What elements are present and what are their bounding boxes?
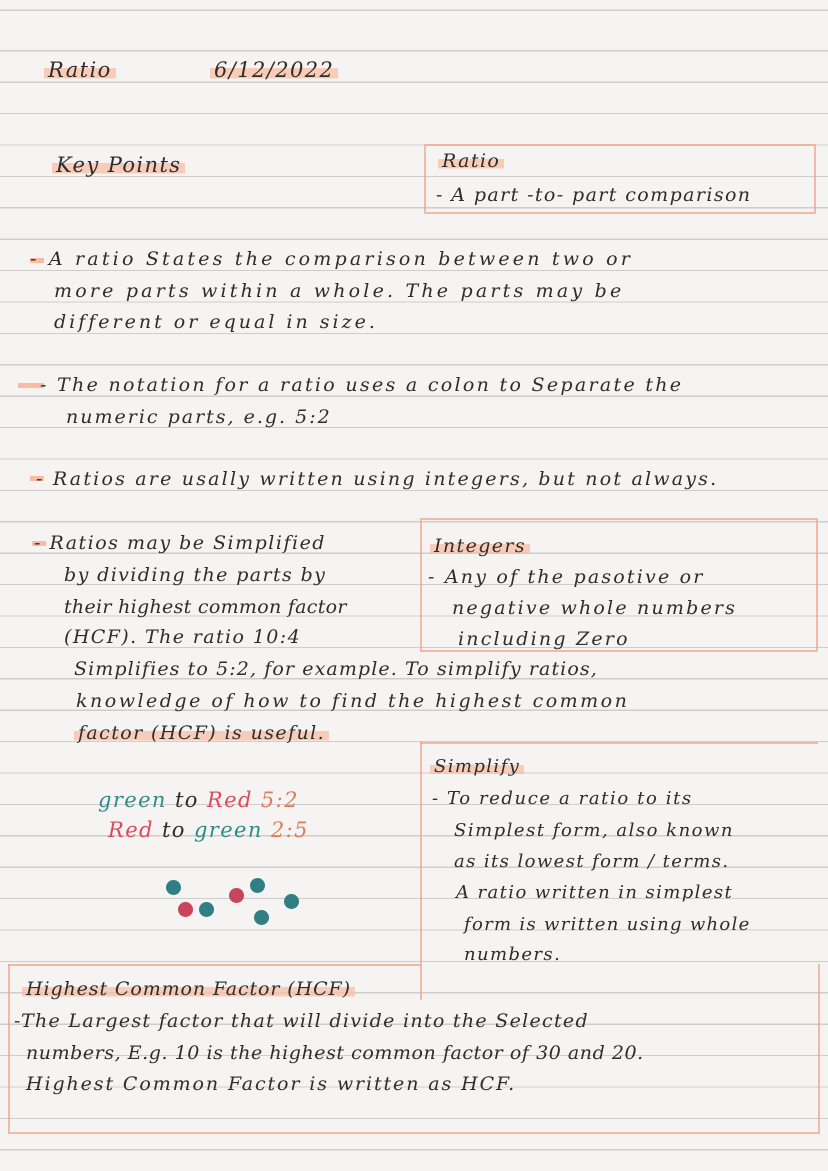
example-2-ratio: 2:5 <box>270 818 309 842</box>
point-4-line-2: by dividing the parts by <box>64 564 327 586</box>
point-1-line-2: more parts within a whole. The parts may be <box>54 280 625 302</box>
point-4-line-5: Simplifies to 5:2, for example. To simplify ratios, <box>74 658 598 680</box>
hcf-box-line-2: numbers, E.g. 10 is the highest common factor of 30 and 20. <box>26 1042 644 1064</box>
example-1-term-b: Red <box>206 788 253 812</box>
simplify-box-line-1: - To reduce a ratio to its <box>432 788 693 809</box>
simplify-box-line-6: numbers. <box>464 944 562 965</box>
example-1-ratio: 5:2 <box>260 788 299 812</box>
example-2-term-b: green <box>193 818 263 842</box>
green-dot <box>254 910 269 925</box>
point-1-line-1: - A ratio States the comparison between two or <box>30 248 634 270</box>
point-2-line-1: - The notation for a ratio uses a colon to Separate the <box>40 374 684 396</box>
example-line-2 <box>108 820 309 841</box>
point-4-line-7: factor (HCF) is useful. <box>74 724 329 743</box>
integers-box-line-2: negative whole numbers <box>452 597 738 619</box>
point-4-line-3: their highest common factor <box>64 596 347 618</box>
point-4-line-4: (HCF). The ratio 10:4 <box>64 626 302 648</box>
example-1-to: to <box>174 788 199 812</box>
example-line-1 <box>98 790 299 811</box>
ratio-box-definition: - A part -to- part comparison <box>436 184 752 206</box>
green-dot <box>166 880 181 895</box>
hcf-box-line-3: Highest Common Factor is written as HCF. <box>26 1073 517 1095</box>
simplify-box-title: Simplify <box>430 758 524 776</box>
note-date: 6/12/2022 <box>210 60 338 81</box>
simplify-box-line-5: form is written using whole <box>464 914 751 935</box>
red-dot <box>229 888 244 903</box>
green-dot <box>250 878 265 893</box>
point-2-line-2: numeric parts, e.g. 5:2 <box>66 406 332 428</box>
hcf-box-title: Highest Common Factor (HCF) <box>22 980 355 999</box>
green-dot <box>199 902 214 917</box>
example-2-term-a: Red <box>108 818 154 842</box>
ratio-box-title: Ratio <box>438 152 504 171</box>
integers-box-line-3: including Zero <box>458 628 630 650</box>
red-dot <box>178 902 193 917</box>
simplify-box-line-4: A ratio written in simplest <box>456 882 734 903</box>
key-points-heading: Key Points <box>52 155 185 176</box>
point-3-line-1: - Ratios are usally written using integers, but not always. <box>36 468 719 490</box>
integers-box-line-1: - Any of the pasotive or <box>428 566 705 588</box>
point-4-line-1: - Ratios may be Simplified <box>34 532 326 554</box>
integers-box-title: Integers <box>430 537 530 556</box>
example-2-to: to <box>161 818 186 842</box>
point-1-line-3: different or equal in size. <box>54 311 378 333</box>
green-dot <box>284 894 299 909</box>
example-1-term-a: green <box>98 788 167 812</box>
point-4-line-6: knowledge of how to find the highest common <box>76 690 630 712</box>
simplify-box-line-2: Simplest form, also known <box>454 820 735 841</box>
hcf-box-line-1: -The Largest factor that will divide into the Selected <box>14 1010 589 1032</box>
simplify-box-line-3: as its lowest form / terms. <box>454 851 730 872</box>
note-title: Ratio <box>44 60 116 81</box>
